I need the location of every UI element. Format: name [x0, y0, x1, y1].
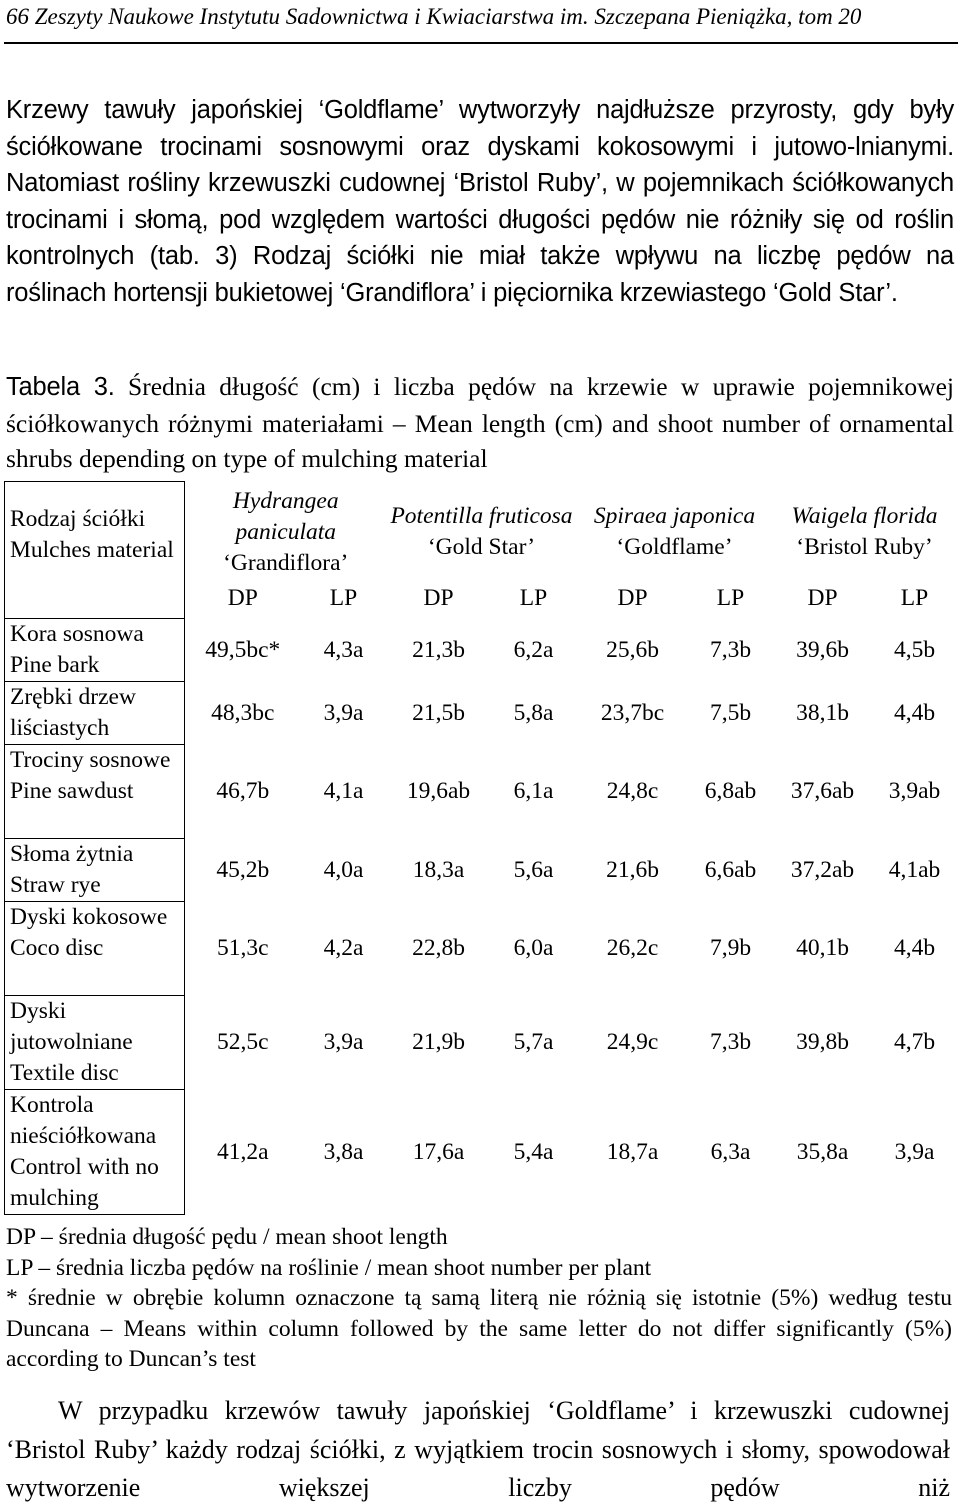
- table-row: [5, 839, 957, 902]
- value-cell: 4,0a: [323, 856, 364, 883]
- species-header-potentilla: [387, 482, 577, 579]
- body-paragraph-1: Krzewy tawuły japońskiej ‘Goldflame’ wytworzyły najdłuższe przyrosty, gdy były ściółkowane trocinami sosnowymi oraz dyskami kokosowymi i jutowo-lnianymi. Natomiast rośliny krzewuszki cudownej ‘Bristol Ruby’, w pojemnikach ściółkowanych trocinami i słomą, pod względem wartości długości pędów nie różniły się od roślin kontrolnych (tab. 3) Rodzaj ściółki nie miał także wpływu na liczbę pędów na roślinach hortensji bukietowej ‘Grandiflora’ i pięciornika krzewiastego ‘Gold Star’.: [6, 96, 954, 307]
- mulch-cell: [5, 745, 185, 839]
- mulch-cell: [5, 1090, 185, 1215]
- value-cell: 5,6a: [513, 856, 554, 883]
- value-cell: 4,4b: [893, 935, 936, 961]
- value-cell: 4,1ab: [888, 856, 941, 883]
- value-cell: 4,5b: [893, 636, 936, 663]
- value-cell: 6,0a: [513, 935, 554, 961]
- value-cell: 41,2a: [216, 1138, 269, 1165]
- value-cell: 7,3b: [709, 636, 752, 663]
- mulch-header-text: Rodzaj ściółki Mulches material: [10, 506, 174, 563]
- value-cell: 6,2a: [513, 636, 554, 663]
- species-header-weigela: [773, 482, 957, 579]
- table-caption: [6, 369, 954, 477]
- mulch-cell: [5, 619, 185, 682]
- table-caption-text: Średnia długość (cm) i liczba pędów na krzewie w uprawie pojemnikowej ściółkowanych różnymi materiałami – Mean length (cm) and shoot number of ornamental shrubs depending on type of mulching material: [6, 372, 955, 473]
- value-cell: 23,7bc: [600, 699, 665, 726]
- value-cell: 24,9c: [606, 1029, 659, 1055]
- value-cell: 24,8c: [606, 778, 659, 804]
- species-latin: Potentilla fruticosa: [390, 503, 573, 529]
- value-cell: 25,6b: [606, 636, 659, 663]
- note-dp: DP – średnia długość pędu / mean shoot length: [6, 1224, 448, 1250]
- subheader-dp: DP: [807, 585, 838, 611]
- mulch-name: Trociny sosnowe Pine sawdust: [10, 747, 171, 804]
- value-cell: 6,1a: [513, 778, 554, 804]
- species-header-hydrangea: [185, 482, 387, 579]
- value-cell: 3,9a: [323, 1029, 364, 1055]
- subheader-lp: LP: [329, 585, 358, 611]
- species-latin: Waigela florida: [791, 503, 938, 529]
- value-cell: 6,6ab: [704, 856, 757, 883]
- value-cell: 17,6a: [412, 1138, 465, 1165]
- mulch-name: Kontrola nieściółkowana Control with no mulching: [10, 1092, 159, 1211]
- value-cell: 6,8ab: [704, 778, 757, 804]
- value-cell: 49,5bc*: [205, 636, 281, 663]
- value-cell: 45,2b: [216, 856, 270, 883]
- subheader-lp: LP: [900, 585, 929, 611]
- species-latin: Hydrangea paniculata: [232, 487, 339, 545]
- value-cell: 52,5c: [216, 1029, 269, 1055]
- table-row: [5, 682, 957, 745]
- value-cell: 35,8a: [796, 1138, 849, 1165]
- mulch-cell: [5, 682, 185, 745]
- running-header: 66 Zeszyty Naukowe Instytutu Sadownictwa i Kwiaciarstwa im. Szczepana Pieniążka, tom 20: [6, 4, 862, 29]
- value-cell: 3,9ab: [888, 778, 941, 804]
- subheader-dp: DP: [617, 585, 648, 611]
- value-cell: 3,9a: [894, 1138, 935, 1165]
- value-cell: 7,3b: [709, 1029, 752, 1055]
- table-caption-label: Tabela 3.: [6, 373, 115, 401]
- body-paragraph-2-text: W przypadku krzewów tawuły japońskiej ‘Goldflame’ i krzewuszki cudownej ‘Bristol Ruby’ każdy rodzaj ściółki, z wyjątkiem trocin sosnowych i słomy, spowodował wytworzenie większej liczby pędów niż: [6, 1396, 950, 1502]
- value-cell: 3,8a: [323, 1138, 364, 1165]
- value-cell: 4,1a: [323, 778, 364, 804]
- value-cell: 4,3a: [323, 636, 364, 663]
- table-row: [5, 745, 957, 839]
- subheader-lp: LP: [519, 585, 548, 611]
- value-cell: 18,7a: [606, 1138, 659, 1165]
- value-cell: 21,5b: [412, 699, 465, 726]
- species-cultivar: ‘Grandiflora’: [223, 549, 349, 576]
- value-cell: 21,3b: [412, 636, 465, 663]
- body-paragraph-2: [6, 1392, 950, 1508]
- value-cell: 3,9a: [323, 699, 364, 726]
- value-cell: 39,6b: [796, 636, 849, 663]
- value-cell: 19,6ab: [406, 778, 471, 804]
- mulch-cell: [5, 996, 185, 1090]
- value-cell: 7,9b: [709, 935, 752, 961]
- value-cell: 4,7b: [893, 1029, 936, 1055]
- species-header-row: [5, 482, 957, 579]
- species-cultivar: ‘Gold Star’: [427, 534, 536, 560]
- table-row: [5, 996, 957, 1090]
- subheader-dp: DP: [423, 585, 454, 611]
- value-cell: 37,6ab: [790, 778, 855, 804]
- species-latin: Spiraea japonica: [593, 503, 756, 529]
- mulch-header-cell: [5, 482, 185, 619]
- value-cell: 21,9b: [412, 1029, 465, 1055]
- value-cell: 4,2a: [323, 935, 364, 961]
- value-cell: 46,7b: [216, 778, 270, 804]
- mulch-name: Słoma żytnia Straw rye: [10, 841, 134, 898]
- value-cell: 4,4b: [893, 699, 936, 726]
- mulch-cell: [5, 839, 185, 902]
- subheader-dp: DP: [227, 585, 258, 611]
- table-notes: [6, 1222, 952, 1375]
- value-cell: 40,1b: [796, 935, 849, 961]
- value-cell: 37,2ab: [790, 856, 855, 883]
- results-table: [4, 481, 957, 1215]
- species-cultivar: ‘Goldflame’: [616, 534, 733, 560]
- value-cell: 51,3c: [216, 935, 269, 961]
- value-cell: 26,2c: [606, 935, 659, 961]
- value-cell: 18,3a: [412, 856, 465, 883]
- note-significance: * średnie w obrębie kolumn oznaczone tą samą literą nie różnią się istotnie (5%) według testu Duncana – Means within column followed by the same letter do not differ significantly (5%) according to Duncan’s test: [6, 1285, 952, 1372]
- table-row: [5, 619, 957, 682]
- note-lp: LP – średnia liczba pędów na roślinie / mean shoot number per plant: [6, 1254, 652, 1281]
- value-cell: 39,8b: [796, 1029, 849, 1055]
- header-rule: [4, 42, 958, 44]
- species-header-spiraea: [577, 482, 773, 579]
- table-row: [5, 902, 957, 996]
- mulch-name: Zrębki drzew liściastych: [10, 684, 136, 741]
- mulch-name: Kora sosnowa Pine bark: [10, 621, 144, 678]
- value-cell: 22,8b: [412, 935, 465, 961]
- value-cell: 6,3a: [710, 1138, 751, 1165]
- mulch-cell: [5, 902, 185, 996]
- value-cell: 21,6b: [606, 856, 659, 883]
- value-cell: 48,3bc: [211, 699, 275, 726]
- species-cultivar: ‘Bristol Ruby’: [796, 534, 933, 560]
- value-cell: 5,4a: [513, 1138, 554, 1165]
- value-cell: 7,5b: [709, 699, 752, 726]
- value-cell: 38,1b: [796, 699, 849, 726]
- subheader-lp: LP: [716, 585, 745, 611]
- value-cell: 5,8a: [513, 699, 554, 726]
- value-cell: 5,7a: [513, 1029, 554, 1055]
- mulch-name: Dyski kokosowe Coco disc: [10, 904, 168, 961]
- mulch-name: Dyski jutowolniane Textile disc: [10, 998, 133, 1086]
- table-row: [5, 1090, 957, 1215]
